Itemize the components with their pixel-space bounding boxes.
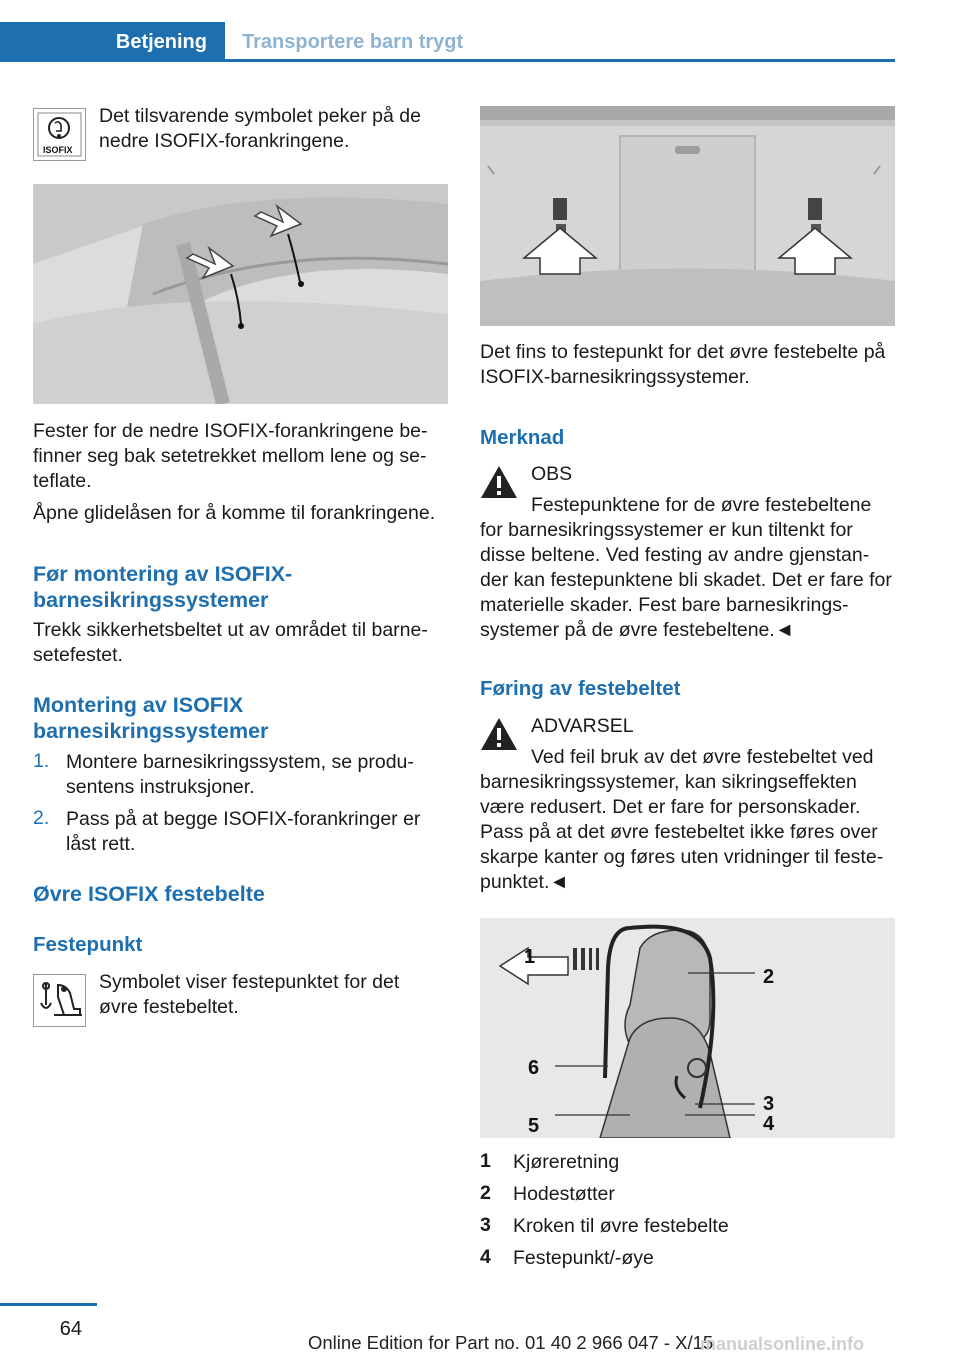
- page-header: [0, 0, 895, 62]
- isofix-icon-label: ISOFIX: [43, 145, 73, 155]
- obs-label: OBS: [531, 463, 573, 485]
- before-mounting-text: Trekk sikkerhetsbeltet ut av området til barne-setefestet.: [33, 619, 428, 666]
- edition-text: Online Edition for Part no. 01 40 2 966 047 - X/15: [308, 1332, 714, 1353]
- step-number: 2.: [33, 807, 50, 829]
- step-text: Pass på at begge ISOFIX-forankringer er låst rett.: [66, 808, 421, 855]
- warning-text: Ved feil bruk av det øvre festebeltet ved barnesikringssystemer, kan sikringseffekten være redusert. Det er fare for personskader. Pass på at det øvre festebeltet ikke føres over skarpe kanter og føres uten vridninger til feste-punktet.◄: [480, 746, 884, 893]
- diagram-label-2: 2: [763, 966, 775, 988]
- legend-text: Festepunkt/-øye: [513, 1247, 654, 1269]
- step-text: Montere barnesikringssystem, se produ-sentens instruksjoner.: [66, 751, 414, 798]
- legend-text: Kjøreretning: [513, 1151, 620, 1173]
- isofix-symbol-text: Det tilsvarende symbolet peker på de nedre ISOFIX-forankringene.: [99, 105, 421, 152]
- obs-text: Festepunktene for de øvre festebeltene for barnesikringssystemer er kun tiltenkt for disse beltene. Ved festing av andre gjenstan-der kan festepunktene bli skadet. Det er fare for materielle skader. Fest bare barnesikrings-systemer på de øvre festebeltene.◄: [480, 494, 892, 641]
- seat-anchor-photo: [33, 184, 448, 404]
- heading-upper-tether: Øvre ISOFIX festebelte: [33, 882, 265, 906]
- legend-text: Hodestøtter: [513, 1183, 615, 1205]
- legend-text: Kroken til øvre festebelte: [513, 1215, 729, 1237]
- diagram-label-3: 3: [763, 1093, 775, 1115]
- page-number: 64: [59, 1318, 82, 1340]
- heading-mounting: Montering av ISOFIX barnesikringssystemer: [33, 693, 269, 743]
- heading-anchor-point: Festepunkt: [33, 933, 143, 956]
- section-tab: Betjening: [0, 22, 225, 62]
- two-anchors-caption: Det fins to festepunkt for det øvre festebelte på ISOFIX-barnesikringssystemer.: [480, 341, 886, 388]
- tether-routing-diagram: [480, 918, 895, 1138]
- anchor-point-text: Symbolet viser festepunktet for det øvre festebeltet.: [99, 971, 400, 1018]
- diagram-label-1: 1: [524, 946, 536, 968]
- heading-before-mounting: Før montering av ISOFIX-barnesikringssystemer: [33, 562, 293, 612]
- legend-number: 2: [480, 1182, 491, 1204]
- subsection-tab: Transportere barn trygt: [242, 30, 464, 53]
- tether-anchor-icon: [33, 974, 86, 1027]
- heading-tether-routing: Føring av festebeltet: [480, 677, 681, 700]
- warning-label: ADVARSEL: [531, 715, 634, 737]
- diagram-label-5: 5: [528, 1115, 540, 1137]
- legend-number: 3: [480, 1214, 491, 1236]
- step-number: 1.: [33, 750, 50, 772]
- diagram-label-6: 6: [528, 1057, 540, 1079]
- diagram-label-4: 4: [763, 1113, 775, 1135]
- heading-note: Merknad: [480, 426, 565, 449]
- header-divider: [0, 59, 895, 62]
- footer-divider: [0, 1303, 97, 1306]
- legend-number: 1: [480, 1150, 491, 1172]
- watermark: manualsonline.info: [700, 1334, 865, 1354]
- legend-number: 4: [480, 1246, 491, 1268]
- zipper-text: Åpne glidelåsen for å komme til forankringene.: [33, 502, 436, 524]
- tether-anchor-photo: [480, 106, 895, 326]
- isofix-seat-icon: [33, 108, 86, 161]
- anchor-location-text: Fester for de nedre ISOFIX-forankringene be-finner seg bak setetrekket mellom lene og se-teflate.: [33, 420, 428, 492]
